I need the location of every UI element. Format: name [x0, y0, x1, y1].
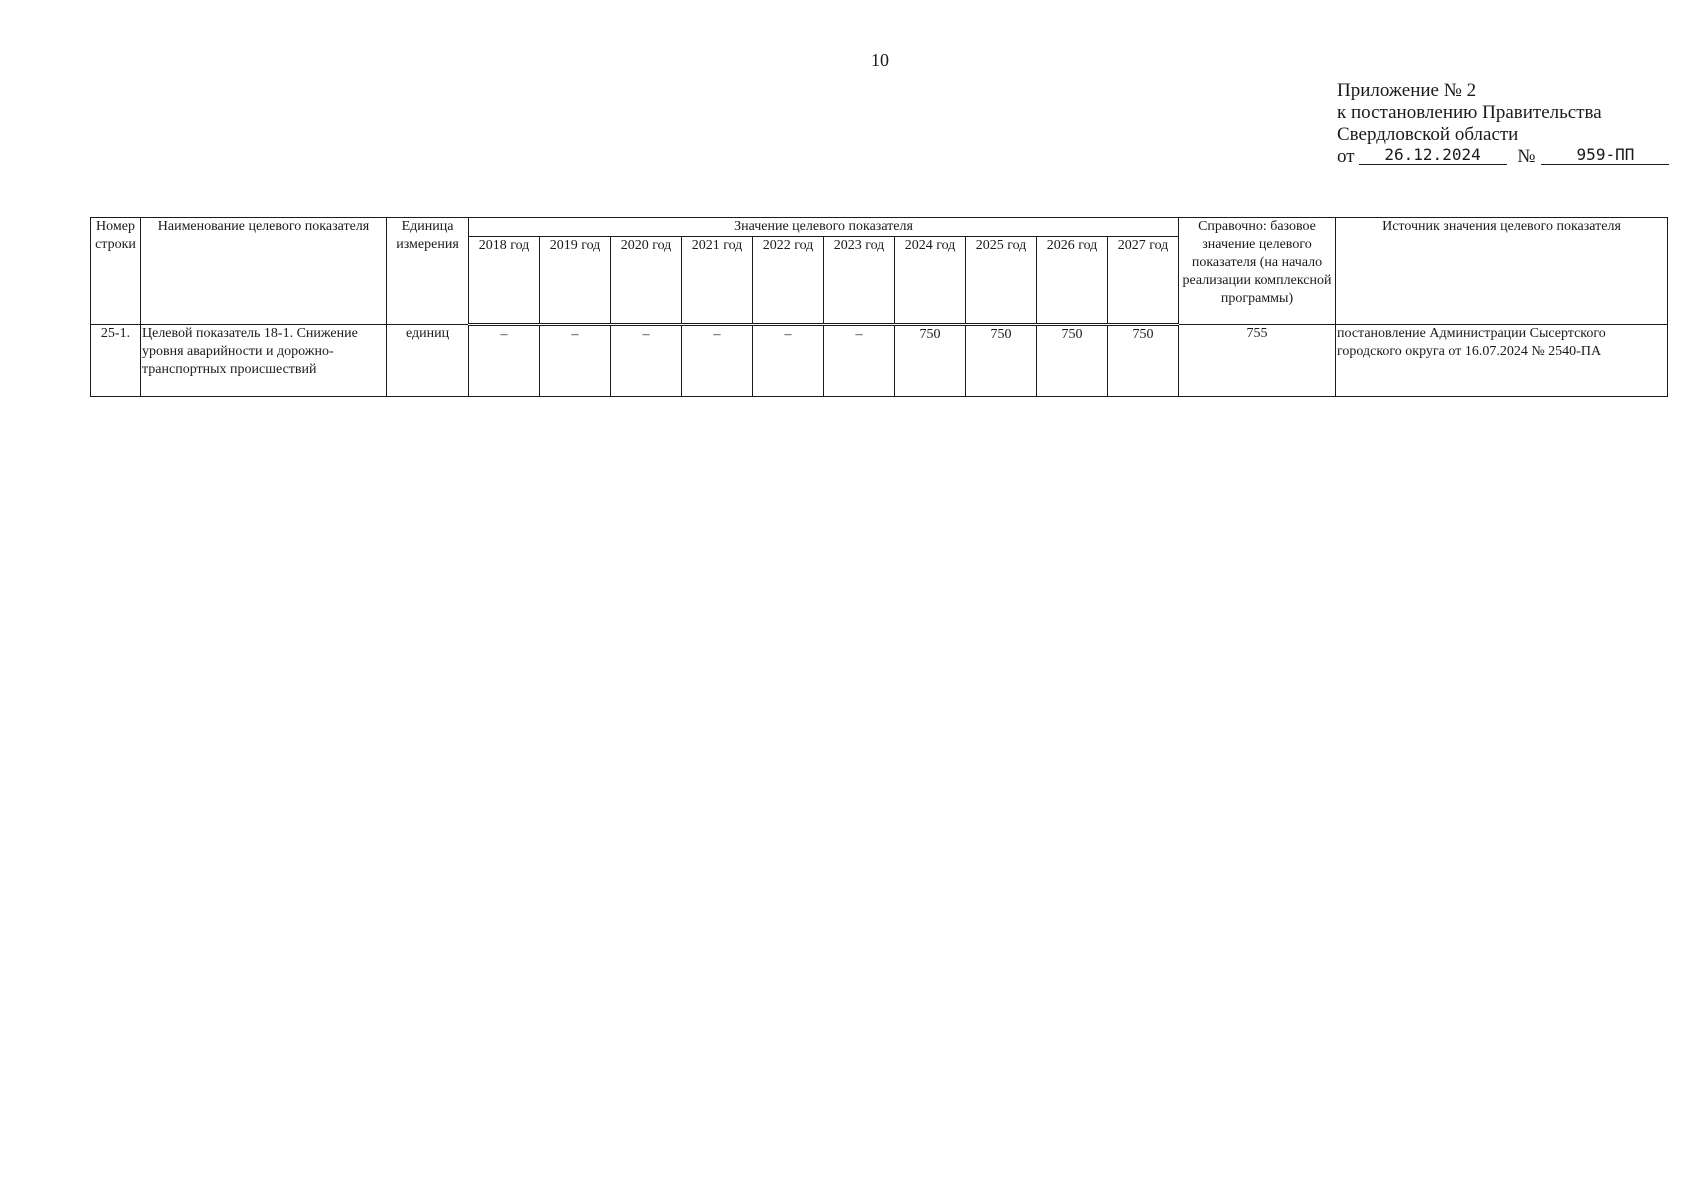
value-cell: 750 — [1108, 325, 1179, 397]
header-year: 2026 год — [1037, 237, 1108, 325]
baseline-value: 755 — [1179, 325, 1336, 397]
header-value-group: Значение целевого показателя — [469, 218, 1179, 237]
value-cell: 750 — [1037, 325, 1108, 397]
header-year: 2023 год — [824, 237, 895, 325]
value-cell: – — [753, 325, 824, 397]
source-cell: постановление Администрации Сысертского городского округа от 16.07.2024 № 2540-ПА — [1336, 325, 1668, 397]
indicators-table — [90, 217, 1668, 397]
indicator-name: Целевой показатель 18-1. Снижение уровня аварийности и дорожно-транспортных происшествий — [141, 325, 387, 397]
header-indicator-name: Наименование целевого показателя — [141, 218, 387, 325]
value-cell: – — [824, 325, 895, 397]
value-cell: – — [540, 325, 611, 397]
appendix-resolution: к постановлению Правительства — [1337, 102, 1602, 123]
table-row — [91, 325, 1668, 397]
header-year: 2018 год — [469, 237, 540, 325]
value-cell: – — [611, 325, 682, 397]
value-cell: 750 — [966, 325, 1037, 397]
resolution-number: 959-ПП — [1541, 146, 1669, 165]
value-cell: – — [469, 325, 540, 397]
header-year: 2020 год — [611, 237, 682, 325]
header-year: 2019 год — [540, 237, 611, 325]
page-number: 10 — [871, 50, 889, 70]
header-year: 2022 год — [753, 237, 824, 325]
header-row-number: Номер строки — [91, 218, 141, 325]
header-year: 2025 год — [966, 237, 1037, 325]
date-prefix: от — [1337, 146, 1355, 167]
row-number: 25-1. — [91, 325, 141, 397]
value-cell: 750 — [895, 325, 966, 397]
header-year: 2027 год — [1108, 237, 1179, 325]
header-year: 2024 год — [895, 237, 966, 325]
value-cell: – — [682, 325, 753, 397]
header-baseline: Справочно: базовое значение целевого показателя (на начало реализации комплексной программы) — [1179, 218, 1336, 325]
number-prefix: № — [1517, 146, 1536, 167]
header-source: Источник значения целевого показателя — [1336, 218, 1668, 325]
appendix-region: Свердловской области — [1337, 124, 1519, 145]
unit: единиц — [387, 325, 469, 397]
appendix-block — [1337, 80, 1669, 168]
appendix-title: Приложение № 2 — [1337, 80, 1477, 101]
appendix-date-line — [1337, 146, 1669, 168]
header-unit: Единица измерения — [387, 218, 469, 325]
header-year: 2021 год — [682, 237, 753, 325]
resolution-date: 26.12.2024 — [1359, 146, 1507, 165]
